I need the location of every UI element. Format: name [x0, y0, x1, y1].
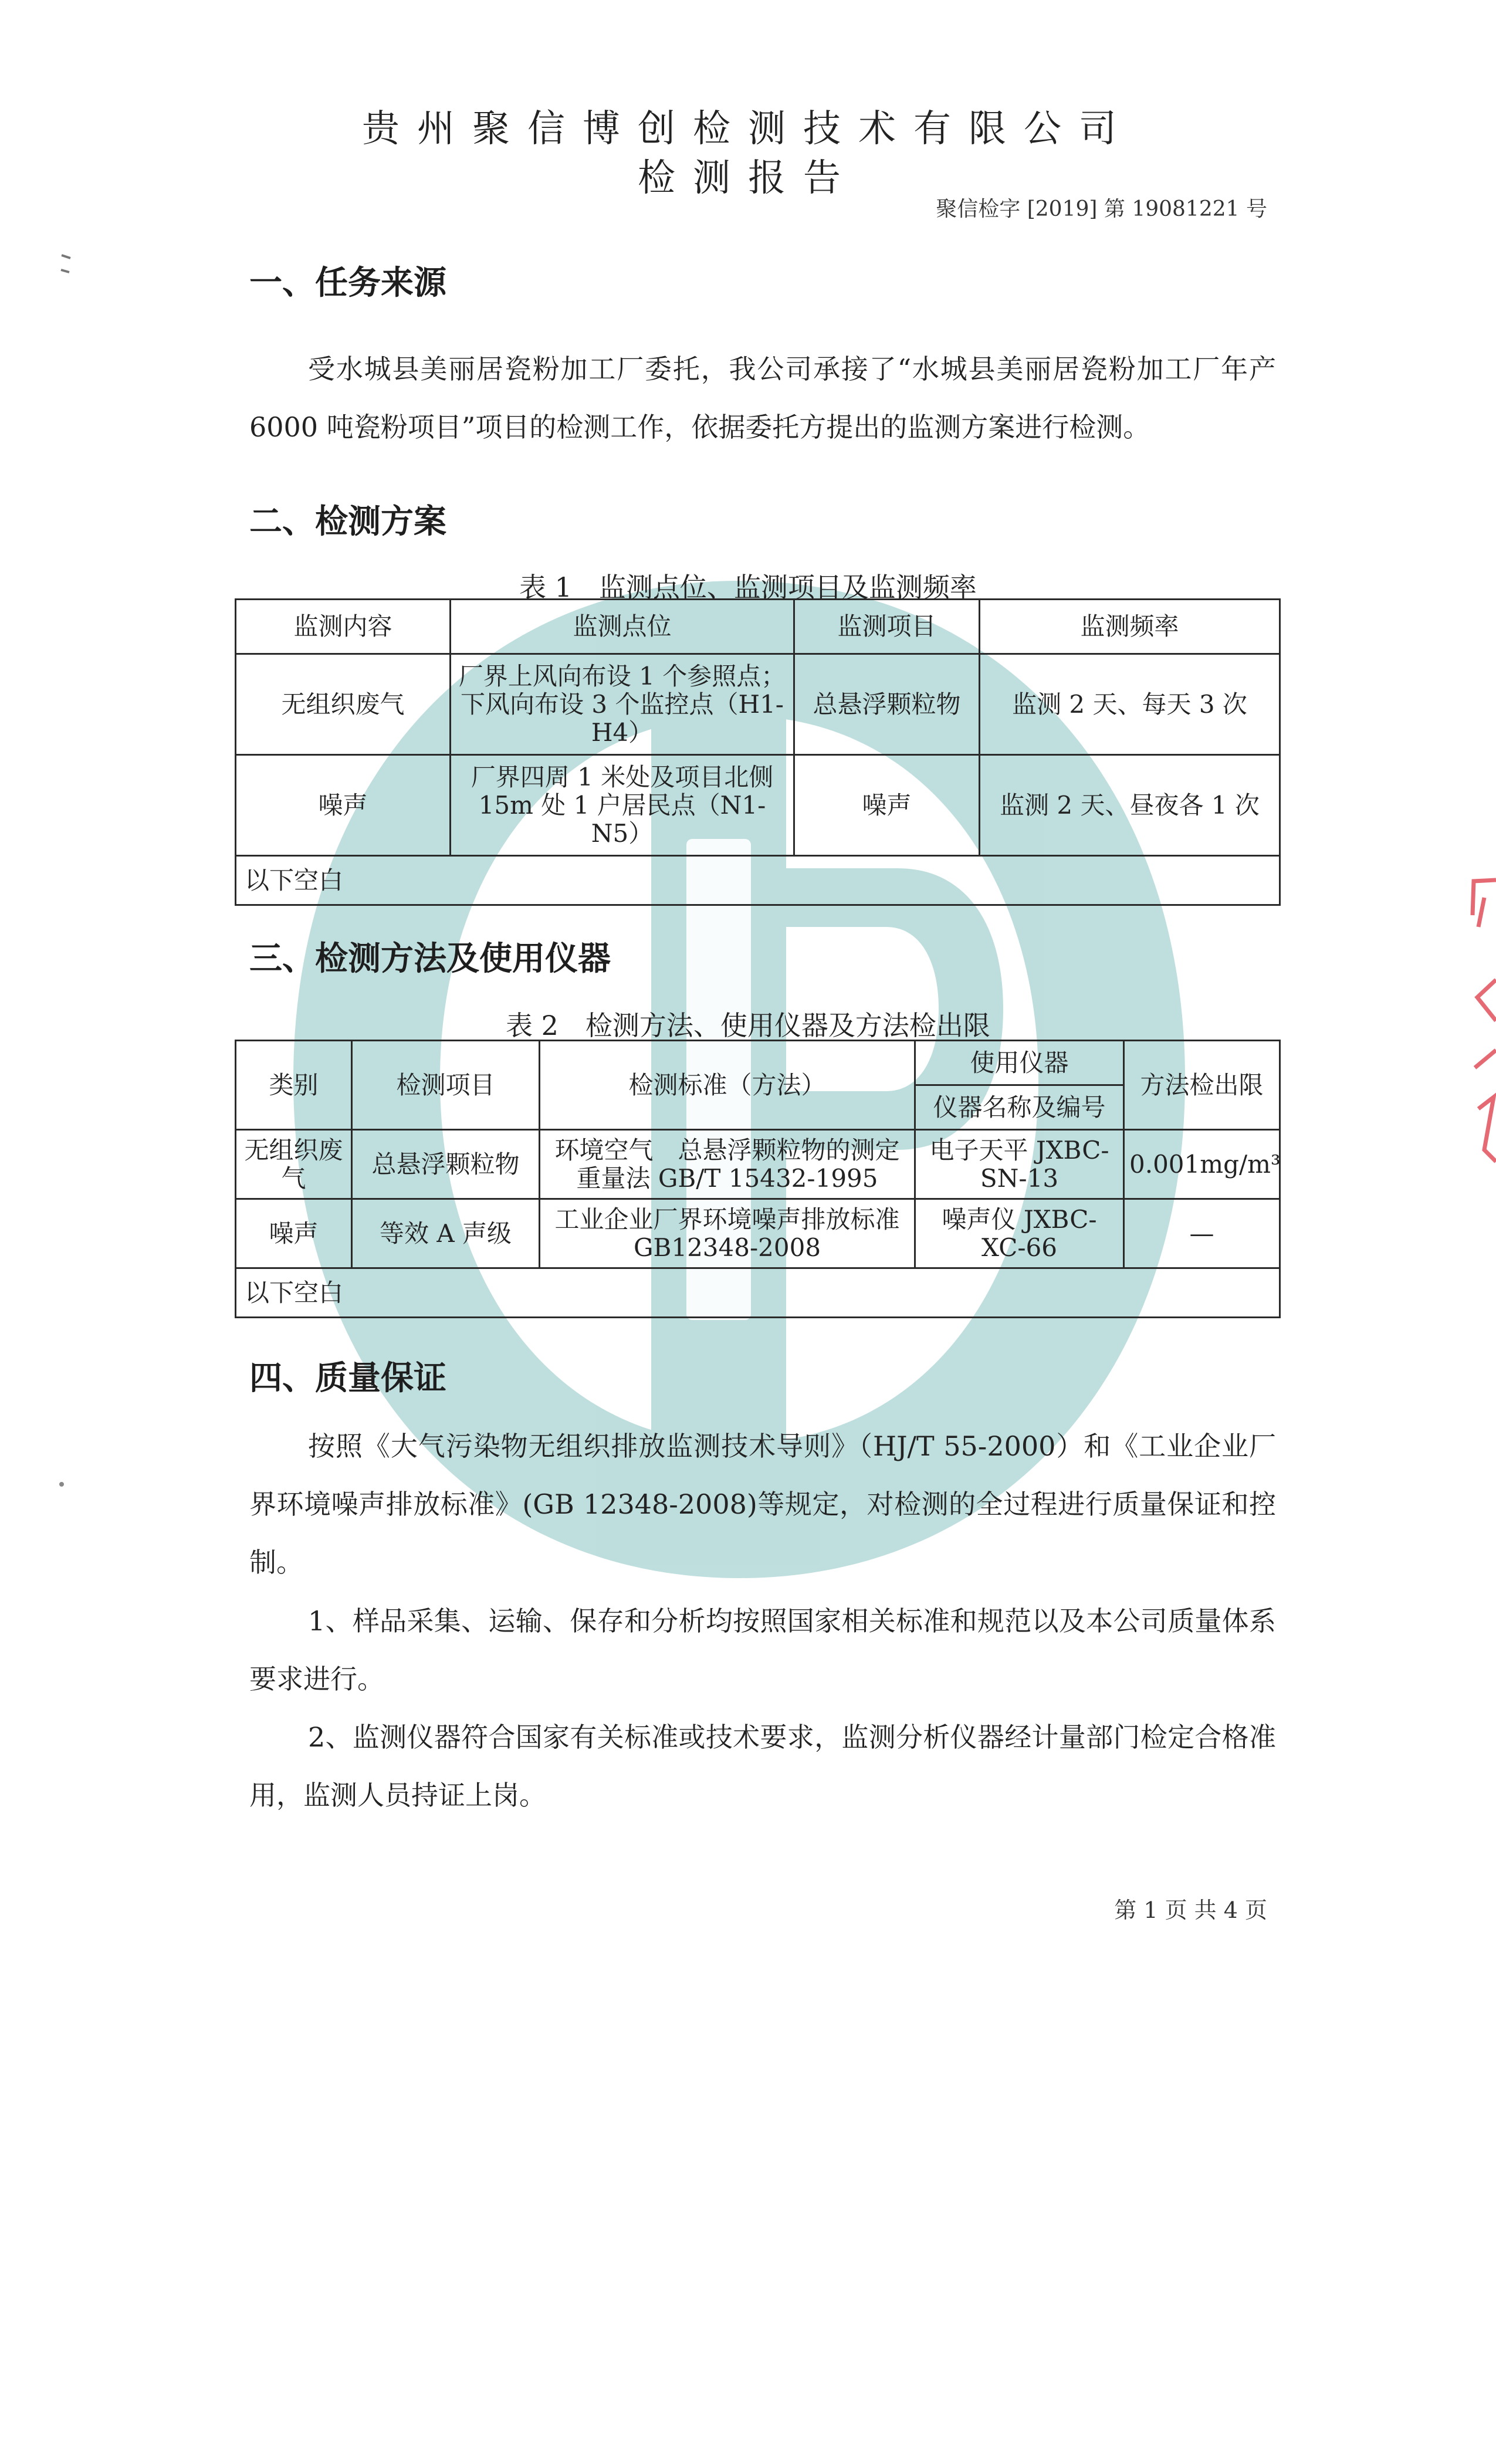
table-cell: 环境空气 总悬浮颗粒物的测定 重量法 GB/T 15432-1995 — [540, 1130, 915, 1199]
section-heading-quality-assurance: 四、质量保证 — [249, 1359, 446, 1397]
table-cell: 0.001mg/m³ — [1124, 1130, 1280, 1199]
table-cell: 无组织废气 — [236, 654, 451, 755]
company-name: 贵州聚信博创检测技术有限公司 — [362, 107, 1134, 151]
section-heading-task-source: 一、任务来源 — [249, 264, 446, 302]
table-header-cell: 检测标准（方法） — [540, 1041, 915, 1130]
document-number: 聚信检字 [2019] 第 19081221 号 — [936, 197, 1267, 221]
table-row — [236, 755, 1280, 856]
table-header-cell: 监测项目 — [794, 600, 980, 654]
table-header-cell: 检测项目 — [352, 1041, 540, 1130]
table-header-row — [236, 1041, 1280, 1085]
table-cell: 工业企业厂界环境噪声排放标准 GB12348-2008 — [540, 1199, 915, 1268]
table-cell: 总悬浮颗粒物 — [794, 654, 980, 755]
table1-caption: 表 1 监测点位、监测项目及监测频率 — [519, 571, 977, 603]
table-cell: — — [1124, 1199, 1280, 1268]
table-cell: 监测 2 天、昼夜各 1 次 — [980, 755, 1280, 856]
table-cell: 总悬浮颗粒物 — [352, 1130, 540, 1199]
table-cell: 噪声 — [236, 755, 451, 856]
table-header-cell: 仪器名称及编号 — [915, 1085, 1124, 1130]
section-heading-methods-instruments: 三、检测方法及使用仪器 — [249, 940, 611, 978]
table-footer-row — [236, 1268, 1280, 1318]
table-row — [236, 1199, 1280, 1268]
table-cell: 厂界四周 1 米处及项目北侧 15m 处 1 户居民点（N1-N5） — [451, 755, 794, 856]
table-footer-note: 以下空白 — [236, 1268, 1280, 1318]
quality-intro-paragraph: 按照《大气污染物无组织排放监测技术导则》（HJ/T 55-2000）和《工业企业厂界环境噪声排放标准》(GB 12348-2008)等规定，对检测的全过程进行质量保证和控制。 — [249, 1430, 1276, 1578]
table-row — [236, 1130, 1280, 1199]
table-row — [236, 654, 1280, 755]
methods-instruments-table — [235, 1040, 1281, 1318]
table-cell: 监测 2 天、每天 3 次 — [980, 654, 1280, 755]
table2-caption: 表 2 检测方法、使用仪器及方法检出限 — [506, 1010, 990, 1041]
quality-item-1: 1、样品采集、运输、保存和分析均按照国家相关标准和规范以及本公司质量体系要求进行。 — [249, 1605, 1276, 1695]
quality-item-2: 2、监测仪器符合国家有关标准或技术要求，监测分析仪器经计量部门检定合格准用，监测人员持证上岗。 — [249, 1721, 1276, 1811]
table-header-cell: 类别 — [236, 1041, 352, 1130]
table-header-cell: 监测点位 — [451, 600, 794, 654]
table-header-row — [236, 600, 1280, 654]
table-header-cell: 监测内容 — [236, 600, 451, 654]
task-source-paragraph: 受水城县美丽居瓷粉加工厂委托，我公司承接了“水城县美丽居瓷粉加工厂年产 6000 吨瓷粉项目”项目的检测工作，依据委托方提出的监测方案进行检测。 — [249, 353, 1276, 443]
table-cell: 噪声 — [236, 1199, 352, 1268]
table-cell: 电子天平 JXBC-SN-13 — [915, 1130, 1124, 1199]
table-cell: 无组织废气 — [236, 1130, 352, 1199]
table-header-cell: 监测频率 — [980, 600, 1280, 654]
table-cell: 噪声仪 JXBC-XC-66 — [915, 1199, 1124, 1268]
table-cell: 厂界上风向布设 1 个参照点；下风向布设 3 个监控点（H1-H4） — [451, 654, 794, 755]
table-cell: 等效 A 声级 — [352, 1199, 540, 1268]
table-footer-row — [236, 856, 1280, 905]
monitoring-plan-table — [235, 598, 1281, 906]
page-number: 第 1 页 共 4 页 — [1114, 1897, 1267, 1923]
section-heading-detection-plan: 二、检测方案 — [249, 503, 446, 541]
table-cell: 噪声 — [794, 755, 980, 856]
table-header-cell: 使用仪器 — [915, 1041, 1124, 1085]
table-footer-note: 以下空白 — [236, 856, 1280, 905]
report-title: 检测报告 — [638, 157, 858, 200]
table-header-cell: 方法检出限 — [1124, 1041, 1280, 1130]
